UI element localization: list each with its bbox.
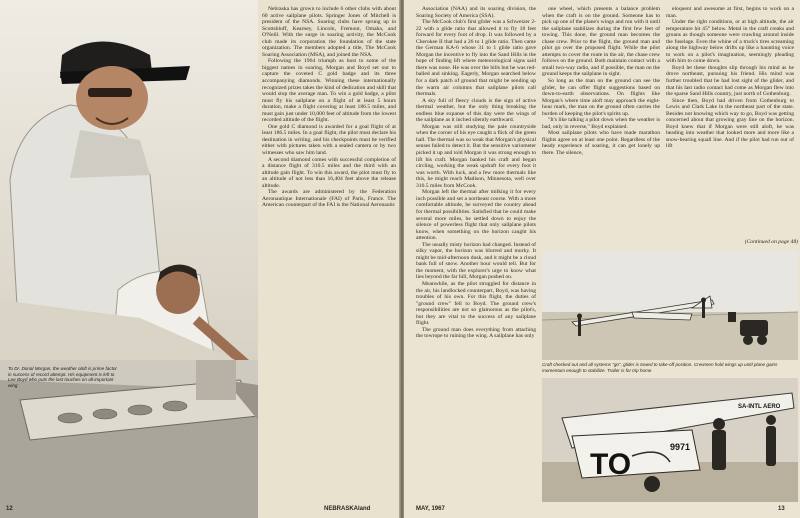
paragraph: Boyd let these thoughts slip through his mind as he drove northeast, pursuing his friend. His mind was further troubled that he had lost sight of the glider, and that his last radio contact had come as Morgan flew into the sparse Sand Hills country, just north of Gothenburg.	[666, 64, 794, 98]
continuation-note: (Continued on page 48)	[744, 239, 798, 245]
svg-text:TO: TO	[590, 448, 632, 481]
paragraph: Following the 1964 triumph as host to some of the biggest names in soaring, Morgan and Boyd set out to capture the coveted C gold badge and its three accompanying diamonds. Winning these internationally recognized prizes takes the kind of dedication and skill that would stop the average man. To win a gold badge, a pilot must fly his sailplane on a flight of at least 5 hours duration, make a flight covering at least 186.5 miles, and must gain just under 10,000 feet of altitude from the lowest recorded altitude of the flight.	[262, 58, 396, 124]
right-text-column-1	[416, 6, 536, 506]
paragraph: Morgan left the thermal after milking it for every inch possible and set a northeast course. With a more comfortable altitude, he surveyed the country ahead for thermal possibilities. Satisfied that he could make several more miles, he settled down to enjoy the silence of powerless flight that only sailplane pilots know, when something on the horizon caught his attention.	[416, 189, 536, 242]
paragraph: Most sailplane pilots who have made marathon flights agree on at least one point. Regardless of the heady experience of soaring, it can get lonely up there. The silence,	[542, 130, 660, 157]
issue-date: MAY, 1967	[416, 506, 445, 512]
paragraph: eloquent and awesome at first, begins to work on a man.	[666, 6, 794, 19]
right-page-number: 13	[778, 506, 785, 512]
svg-text:SA-INTL AERO: SA-INTL AERO	[738, 404, 781, 410]
right-photo-caption: Craft checked out and all systems "go", glider is towed to take-off position. Crewmen hold wings up until plane gains momentum enough to stabilize. Trailer is for trip home	[542, 362, 778, 373]
left-photo-caption: To Dr. Donal Morgan, the weather aloft is prime factor in success of record attempt. His equipment is left to Lee Boyd who puts the last touches on all-important wing	[8, 366, 117, 388]
left-page-number: 12	[6, 506, 13, 512]
paragraph: Under the right conditions, or at high altitude, the air temperature hit 45° below. Metal in the craft creaks and groans as though someone were crawling around inside the fuselage. Even the whine of a truck's tires screaming along the highway below drifts up like a haunting voice to work on a pilot's imagination, seemingly pleading with him to come down.	[666, 19, 794, 65]
paragraph: The ground man does everything from attaching the towrope to ruining the wing. A sailplane has only	[416, 326, 536, 340]
paragraph: one wheel, which presents a balance problem when the craft is on the ground. Someone has to pick up one of the plane's wings and run with it until the sailplane stabilizes during the first few feet of towing. This done, the ground man becomes the chase crew. Prior to the flight, the ground man and pilot go over the proposed flight. While the pilot attempts to cover the route in the air, the chase crew follows on the ground. Both maintain contact with a small two-way radio, and if possible, the man on the ground keeps the sailplane in sight.	[542, 6, 660, 78]
paragraph: A sky full of fleecy clouds is the sign of active thermal weather, but the only thing breaking the endless blue expanse of this day were the wings of the sailplane as it inched silently earthward.	[416, 97, 536, 124]
portrait-photo-morgan	[0, 0, 258, 360]
glider-crew-photo	[542, 378, 798, 502]
paragraph: Meanwhile, as the pilot struggled for distance in the air, his landlocked counterpart, Boyd, was having troubles of his own. For this flight, the duties of "ground crew" fell to Boyd. The ground crew's responsibilities are not so glamorous as the pilot's, but they are vital to the success of any sailplane flight.	[416, 280, 536, 327]
right-text-column-2	[542, 6, 660, 248]
glider-tow-photo	[542, 250, 798, 360]
paragraph: So long as the man on the ground can see the glider, he can offer flight suggestions based on down-to-earth observations. On flights like Morgan's where time aloft may approach the eight-hour mark, the man on the ground often carries the burden of keeping the pilot's spirits up.	[542, 78, 660, 117]
paragraph: Association (NAA) and its soaring division, the Soaring Society of America (SSA).	[416, 6, 536, 19]
paragraph: A second diamond comes with successful completion of a distance flight of 310.5 miles and the third with an altitude gain flight. To win this award, the pilot must fly to an altitude of not less than 16,404 feet above the release altitude.	[262, 156, 396, 189]
left-text-column	[262, 6, 396, 482]
paragraph: Morgan was still studying the pale countryside when the corner of his eye caught a flick of the green hall. The thermal was so weak that Morgan's physical senses failed to detect it. But the sensitive variometer picked it up and told Morgan it was strong enough to lift his craft. Morgan banked his craft and began circling, working the weak updraft for every foot it was worth. With luck, and a few more thermals like this, he might reach Madison, Minnesota, well over 310.5 miles from McCook.	[416, 123, 536, 189]
paragraph: The usually misty horizon had changed. Instead of silky vapor, the horizon was blurred and murky. It might be mid-afternoon dusk, and it might be a cloud bank full of snow. Another hour would tell. But for the moment, with the explorer's urge to know what lies beyond the far hill, Morgan pushed on.	[416, 241, 536, 281]
right-page	[404, 0, 800, 518]
paragraph: Since then, Boyd had driven from Gothenburg to Lewis and Clark Lake in the northeast part of the state. Besides not knowing which way to go, Boyd was getting concerned about that growing gray line on the horizon. Boyd knew that if Morgan were still aloft, he was heading into weather that looked more and more like a snow-bearing squall line. And if the pilot had run out of lift	[666, 97, 794, 150]
paragraph: The McCook club's first glider was a Schweizer 2-22 with a glide ratio that allowed it to fly 18 feet forward for every foot of drop. It was followed by a Cherokee II that had a 26 to 1 glide ratio. Then came the German KA-6 whose 31 to 1 glide ratio gave Morgan the incentive to fly into the Sand Hills in the hope of finding lift where meteorological signs said there was none. He was over the hills but he was red-balled and sinking. Eagerly, Morgan searched below for a dark patch of ground that might be sending up the warm air columns that sailplane pilots call thermals.	[416, 19, 536, 98]
paragraph: One gold C diamond is awarded for a goal flight of at least 186.5 miles. In a goal flight, the pilot must declare his destination in writing, and his checkpoints must be verified either with pictures taken with a sealed camera or by two witnesses who saw him land.	[262, 123, 396, 157]
paragraph: "It's like talking a pilot down when the weather is bad, only in reverse," Boyd explained.	[542, 117, 660, 130]
paragraph: The awards are administered by the Federation Aeronautique Internationale (FAI) of Paris, France. The American counterpart of the FAI is the National Aeronautic	[262, 189, 396, 209]
right-text-column-3	[666, 6, 794, 238]
paragraph: Nebraska has grown to include 6 other clubs with about 60 active sailplane pilots. Springer Jones of Mitchell is president of the NSA. Soaring clubs have sprung up in Scottsbluff, Kearney, Lincoln, Fremont, Omaha, and O'Neill. With the surge in soaring activity, the McCook club made its corporation the foundation of the state organization. The members adopted a title, The McCook Soaring Association (MSA), and joined the NSA.	[262, 6, 396, 58]
svg-text:9971: 9971	[670, 442, 691, 452]
magazine-name: NEBRASKAland	[324, 506, 371, 512]
